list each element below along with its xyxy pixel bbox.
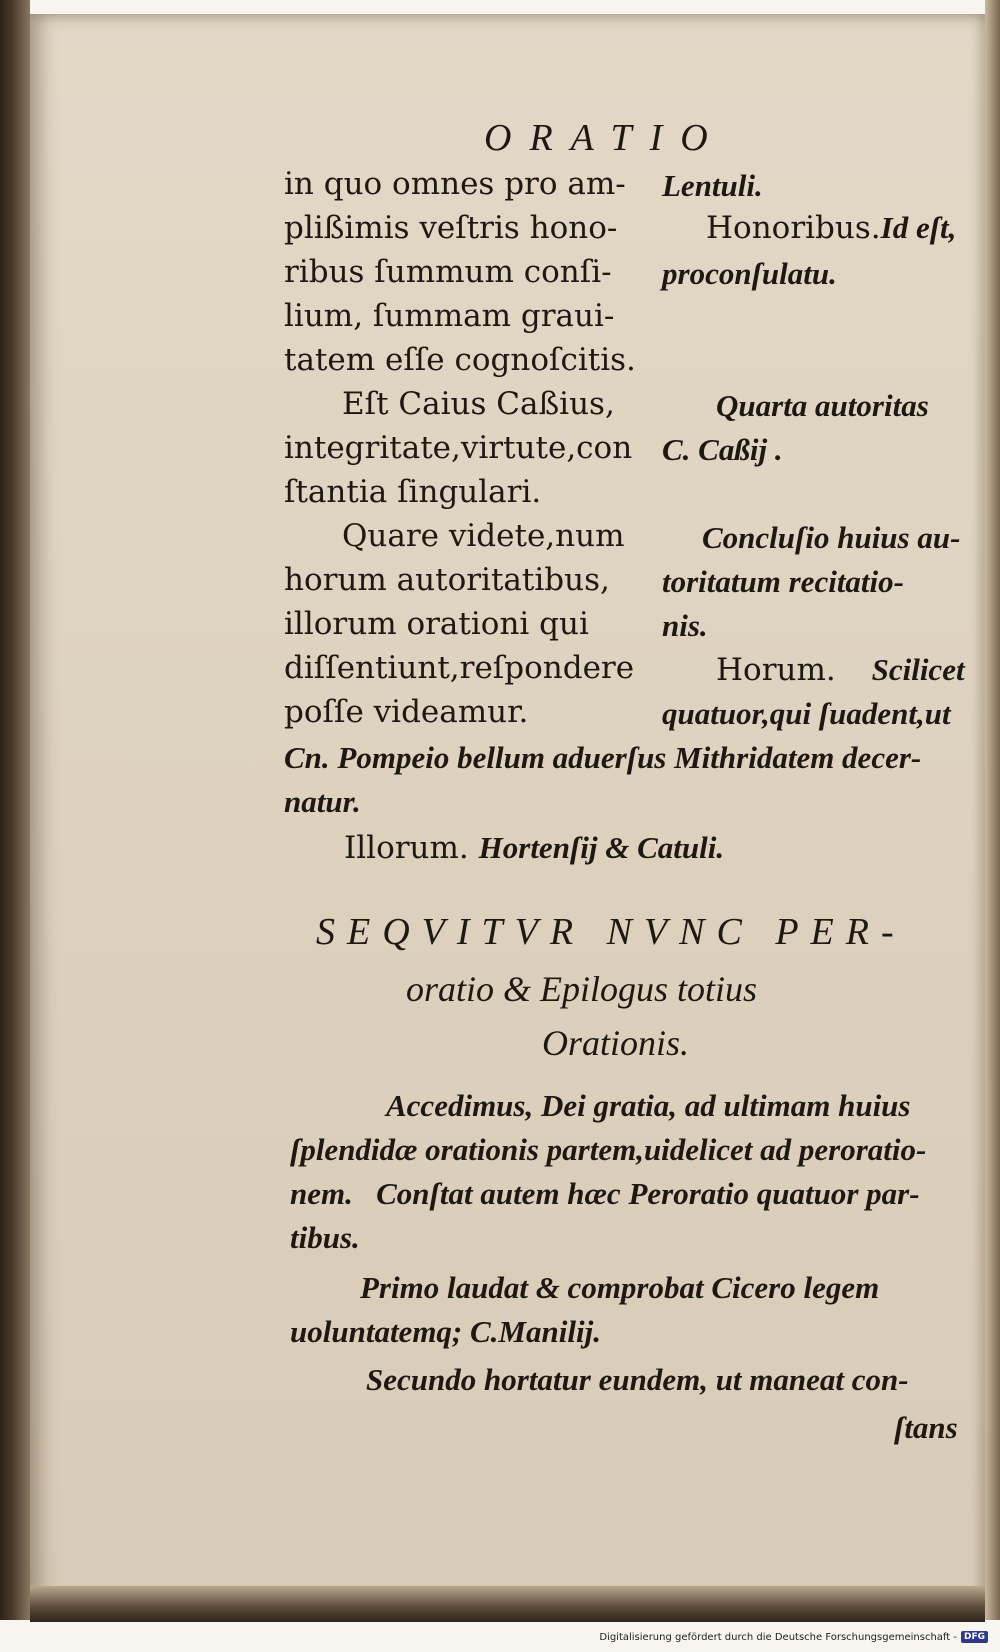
book-edge-right: [985, 0, 1000, 1620]
body-line-4: tibus.: [290, 1220, 360, 1255]
body-line-7: Secundo hortatur eundem, ut maneat con-: [366, 1362, 909, 1397]
running-head: ORATIO: [484, 117, 726, 159]
line-pompeio: Cn. Pompeio bellum aduerſus Mithridatem decer-: [284, 740, 922, 775]
book-binding-left: [0, 0, 30, 1620]
main-line-9: Quare videte,num: [342, 518, 625, 554]
main-line-4: lium, ſummam graui-: [284, 298, 615, 334]
main-line-11: illorum orationi qui: [284, 606, 589, 642]
heading-line-1: SEQVITVR NVNC PER-: [316, 911, 906, 953]
note-honoribus-word: Honoribus.: [706, 210, 881, 246]
note-lentuli: Lentuli.: [662, 168, 763, 203]
hortensii-catuli: Hortenſij & Catuli.: [478, 830, 725, 865]
body-line-3: nem. Conſtat autem hæc Peroratio quatuor par-: [290, 1176, 920, 1211]
catchword: ſtans: [894, 1410, 958, 1445]
note-proconsulatu: proconſulatu.: [662, 256, 837, 291]
dfg-logo-icon: DFG: [961, 1631, 988, 1643]
main-line-13: poſſe videamur.: [284, 694, 529, 730]
line-natur: natur.: [284, 784, 361, 819]
note-conclusio-2: toritatum recitatio-: [662, 564, 904, 599]
note-cassii: C. Caßij .: [662, 432, 783, 467]
credit-text: Digitalisierung gefördert durch die Deutsche Forschungsgemeinschaft -: [599, 1631, 957, 1643]
note-conclusio-3: nis.: [662, 608, 708, 643]
line-illorum: [344, 830, 724, 866]
main-line-3: ribus ſummum conſi-: [284, 254, 612, 290]
digitization-credit: [599, 1631, 988, 1643]
body-line-5: Primo laudat & comprobat Cicero legem: [360, 1270, 880, 1305]
note-conclusio-1: Concluſio huius au-: [702, 520, 961, 555]
note-quatuor: quatuor,qui ſuadent,ut: [662, 696, 951, 731]
note-horum-line: [716, 652, 965, 688]
note-id-est: Id eſt,: [880, 210, 957, 245]
main-line-6: Eſt Caius Caßius,: [342, 386, 615, 422]
main-line-1: in quo omnes pro am-: [284, 166, 626, 202]
illorum-word: Illorum.: [344, 830, 469, 866]
body-line-2: ſplendidæ orationis partem,uidelicet ad peroratio-: [290, 1132, 927, 1167]
main-line-12: diſſentiunt,reſpondere: [284, 650, 635, 686]
note-scilicet: Scilicet: [871, 652, 965, 687]
main-line-10: horum autoritatibus,: [284, 562, 610, 598]
main-line-7: integritate,virtute,con: [284, 430, 633, 466]
body-line-6: uoluntatemq; C.Manilij.: [290, 1314, 601, 1349]
heading-line-2: oratio & Epilogus totius: [406, 969, 758, 1009]
main-line-8: ſtantia ſingulari.: [284, 474, 542, 510]
heading-line-3: Orationis.: [542, 1023, 690, 1063]
main-line-5: tatem eſſe cognoſcitis.: [284, 342, 636, 378]
note-quarta: Quarta autoritas: [716, 388, 929, 423]
page-bottom-edge: [30, 1586, 985, 1622]
note-honoribus-line: [706, 210, 956, 246]
note-horum-word: Horum.: [716, 652, 836, 688]
main-line-2: plißimis veſtris hono-: [284, 210, 618, 246]
body-line-1: Accedimus, Dei gratia, ad ultimam huius: [386, 1088, 911, 1123]
